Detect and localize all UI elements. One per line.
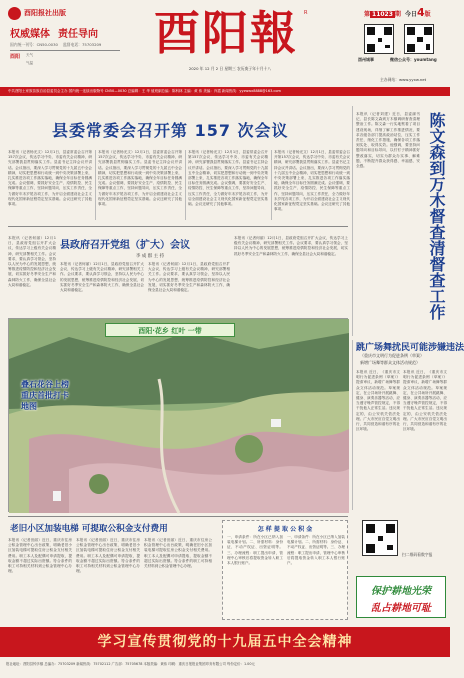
ribbon-text: 中共酉阳土家族苗族自治县委员会主办 国内统一连续出版物号 CN50—0030 总编辑：王 华 值班副总编：陈科林 主编：黄 伟 美编：肖霞 新闻热线：yyzwwx8888@163.com xyxy=(8,89,281,93)
column-rule xyxy=(352,106,353,336)
ad-line-2: 乱占耕地可耻 xyxy=(371,603,431,614)
lead-title: 县委常委会召开第 157 次会议 xyxy=(52,121,289,140)
elevator-body-col2: 本报讯（记者田丽）近日，重庆市住房公积金管理中心出台政策，明确老旧小区加装电梯可提取住房公积金支付相关费用。职工本人及配偶可申请提取，提取金额不超过实际出资额。符合条件的职工可持相关材料到公积金管理中心办理。 xyxy=(76,538,140,574)
column-rule xyxy=(352,340,353,510)
howto-title: 怎 样 提 取 公 积 金 xyxy=(257,526,313,533)
lead-body-col1: 本报讯（记者杨光文）12月1日，县委常委会召开第157次会议，传达学习中央、市委有关会议精神，研究部署我县贯彻落实工作。县委书记主持会议并讲话。会议指出，要深入学习贯彻党的十九届五中全会精神，切实把思想和行动统一到中央决策部署上来，扎实推进各项工作落实落地，确保全年目标任务圆满完成。会议强调，要抓好安全生产、疫情防控、民生保障等重点工作，坚持问题导向，压实工作责任，全力做好年末岁尾各项工作，为开启全面建设社会主义现代化国家新征程奠定坚实基础。会议还研究了其他事项。 xyxy=(8,150,92,207)
square-body-col1: 本报讯 近日，《重庆市文明行为促进条例（草案）》提请审议，新增广场舞等群众文体活动规范。草案规定，在公共场所开展跳舞、健身、演奏乐器等活动，应当遵守噪声管控规定，不得干扰他人正常生活。违反规定的，由公安机关依法处理。广大市民应自觉文明出行，共同营造和谐有序的社区环境。 xyxy=(356,370,400,432)
info-ribbon xyxy=(0,87,450,96)
square-subtitle-2: 新增广场舞等群众文体活动规范） xyxy=(360,360,420,365)
digital-edition-qr-icon xyxy=(362,520,398,556)
digital-edition-label: 扫二维码看数字报 xyxy=(402,552,433,557)
page-suffix: 版 xyxy=(424,11,431,18)
photo-caption: 叠石花谷上榜重庆首批打卡地图 xyxy=(21,380,69,411)
slogan-responsibility: 责任导向 xyxy=(58,29,98,40)
footer xyxy=(0,660,450,678)
issue-suffix: 期 xyxy=(394,11,401,18)
issue-box xyxy=(364,6,444,20)
elevator-body-col1: 本报讯（记者田丽）近日，重庆市住房公积金管理中心出台政策，明确老旧小区加装电梯可提取住房公积金支付相关费用。职工本人及配偶可申请提取，提取金额不超过实际出资额。符合条件的职工可持相关材料到公积金管理中心办理。 xyxy=(8,538,72,574)
ad-line-1: 保护耕地光荣 xyxy=(371,586,431,597)
study-banner xyxy=(0,627,450,657)
howto-body-col1: 一、申请条件：所在小区已纳入加装电梯计划。二、所需材料：身份证、不动产权证、出资证明等。三、办理流程：职工提出申请，管理中心审核后将提取资金转入职工本人银行账户。 xyxy=(227,535,283,566)
temp-line: 气温 xyxy=(26,61,33,65)
registered-mark: R xyxy=(304,10,308,16)
section-rule xyxy=(8,226,348,227)
column-rule xyxy=(95,150,96,220)
second-body-col4: 本报讯（记者何丽）12月1日，县政府党组召开扩大会议，传达学习上级有关会议精神，研究部署相关工作。会议要求，要认真学习领会，坚持以人民为中心的发展思想，统筹推进疫情防控和经济社会发展，切实抓好冬季安全生产和森林防火工作，确保全县社会大局和谐稳定。 xyxy=(234,236,348,256)
square-title: 跳广场舞扰民可能涉嫌违法 xyxy=(356,343,464,353)
weather-title: 酉阳 xyxy=(10,54,21,60)
slogan-authority: 权威媒体 xyxy=(10,29,50,40)
publisher-name: 酉阳报社出版 xyxy=(24,9,66,17)
lead-body-col3: 本报讯（记者杨光文）12月1日，县委常委会召开第157次会议，传达学习中央、市委有关会议精神，研究部署我县贯彻落实工作。县委书记主持会议并讲话。会议指出，要深入学习贯彻党的十九届五中全会精神，切实把思想和行动统一到中央决策部署上来，扎实推进各项工作落实落地，确保全年目标任务圆满完成。会议强调，要抓好安全生产、疫情防控、民生保障等重点工作，坚持问题导向，压实工作责任，全力做好年末岁尾各项工作，为开启全面建设社会主义现代化国家新征程奠定坚实基础。会议还研究了其他事项。 xyxy=(188,150,268,207)
wechat-qr-icon xyxy=(364,24,394,54)
lead-body-col2: 本报讯（记者杨光文）12月1日，县委常委会召开第157次会议，传达学习中央、市委有关会议精神，研究部署我县贯彻落实工作。县委书记主持会议并讲话。会议指出，要深入学习贯彻党的十九届五中全会精神，切实把思想和行动统一到中央决策部署上来，扎实推进各项工作落实落地，确保全年目标任务圆满完成。会议强调，要抓好安全生产、疫情防控、民生保障等重点工作，坚持问题导向，压实工作责任，全力做好年末岁尾各项工作，为开启全面建设社会主义现代化国家新征程奠定坚实基础。会议还研究了其他事项。 xyxy=(98,150,182,207)
issue-prefix: 第 xyxy=(364,11,371,18)
elevator-title: 老旧小区加装电梯 可提取公积金支付费用 xyxy=(10,524,168,534)
landscape-photo-image xyxy=(9,319,349,513)
column-rule xyxy=(185,150,186,220)
banner-text: 学习宣传贯彻党的十九届五中全会精神 xyxy=(97,634,353,650)
issue-number: 11023 xyxy=(372,11,393,18)
website-label: 主办网站：www.yyxw.net xyxy=(380,77,427,82)
howto-body-col2: 一、申请条件：所在小区已纳入加装电梯计划。二、所需材料：身份证、不动产权证、出资证明等。三、办理流程：职工提出申请，管理中心审核后将提取资金转入职工本人银行账户。 xyxy=(287,535,345,566)
header xyxy=(0,0,450,92)
elevator-body-col3: 本报讯（记者田丽）近日，重庆市住房公积金管理中心出台政策，明确老旧小区加装电梯可提取住房公积金支付相关费用。职工本人及配偶可申请提取，提取金额不超过实际出资额。符合条件的职工可持相关材料到公积金管理中心办理。 xyxy=(144,538,212,569)
official-qr-icon xyxy=(404,24,434,54)
page-prefix: 今日 xyxy=(405,11,418,18)
masthead-title: 酉阳報 xyxy=(154,6,298,60)
weather-line: 天气 xyxy=(26,53,33,57)
second-title: 县政府召开党组（扩大）会议 xyxy=(60,240,190,251)
farmland-ad xyxy=(356,576,446,618)
howto-box xyxy=(222,520,348,620)
section-rule xyxy=(8,516,348,517)
second-body-col1: 本报讯（记者何丽）12月1日，县政府党组召开扩大会议，传达学习上级有关会议精神，研究部署相关工作。会议要求，要认真学习领会，坚持以人民为中心的发展思想，统筹推进疫情防控和经济社会发展，切实抓好冬季安全生产和森林防火工作，确保全县社会大局和谐稳定。 xyxy=(8,236,56,287)
column-rule xyxy=(271,150,272,220)
second-body-col2: 本报讯（记者何丽）12月1日，县政府党组召开扩大会议，传达学习上级有关会议精神，研究部署相关工作。会议要求，要认真学习领会，坚持以人民为中心的发展思想，统筹推进疫情防控和经济社会发展，切实抓好冬季安全生产和森林防火工作，确保全县社会大局和谐稳定。 xyxy=(60,262,144,293)
square-subtitle-1: （重庆市文明行为促进条例（草案） xyxy=(360,353,424,358)
feature-photo xyxy=(8,318,348,512)
official-account-label: 微信公众号：youmtang xyxy=(390,57,437,62)
side-story-title: 陈文森到万木督查清督查工作 xyxy=(427,112,446,320)
page-number: 4 xyxy=(417,6,425,19)
cn-label: 国内统一刊号：CN50-0030 xyxy=(10,42,58,47)
second-body-col3: 本报讯（记者何丽）12月1日，县政府党组召开扩大会议，传达学习上级有关会议精神，研究部署相关工作。会议要求，要认真学习领会，坚持以人民为中心的发展思想，统筹推进疫情防控和经济社会发展，切实抓好冬季安全生产和森林防火工作，确保全县社会大局和谐稳定。 xyxy=(148,262,230,293)
header-small-rule xyxy=(10,50,120,51)
weather-box xyxy=(10,53,120,75)
wechat-label: 酉州城事 xyxy=(358,57,374,62)
photo-sign xyxy=(105,323,235,337)
date-line: 2020 年 12 月 2 日 星期三 农历庚子年十月十八 xyxy=(188,66,272,71)
footer-text: 报社地址：酉阳县钟多镇 总编办：75703209 新闻热线：75702112 广告部：75705678 本版责编：黄伟 印刷：重庆日报报业集团印务有限公司 每份定价：1.00元 xyxy=(6,662,255,666)
second-subtitle: 李 成 群 主 持 xyxy=(135,254,165,259)
square-body-col2: 本报讯 近日，《重庆市文明行为促进条例（草案）》提请审议，新增广场舞等群众文体活动规范。草案规定，在公共场所开展跳舞、健身、演奏乐器等活动，应当遵守噪声管控规定，不得干扰他人正常生活。违反规定的，由公安机关依法处理。广大市民应自觉文明出行，共同营造和谐有序的社区环境。 xyxy=(403,370,447,432)
publisher-logo-icon xyxy=(8,7,21,20)
lead-body-col4: 本报讯（记者杨光文）12月1日，县委常委会召开第157次会议，传达学习中央、市委有关会议精神，研究部署我县贯彻落实工作。县委书记主持会议并讲话。会议指出，要深入学习贯彻党的十九届五中全会精神，切实把思想和行动统一到中央决策部署上来，扎实推进各项工作落实落地，确保全年目标任务圆满完成。会议强调，要抓好安全生产、疫情防控、民生保障等重点工作，坚持问题导向，压实工作责任，全力做好年末岁尾各项工作，为开启全面建设社会主义现代化国家新征程奠定坚实基础。会议还研究了其他事项。 xyxy=(274,150,350,212)
photo-sign-text: 酉阳·花乡 红叶 一带 xyxy=(138,327,202,335)
side-story-body: 本报讯（记者刘建）近日，县委副书记、县长陈文森到万木镇调研督查清理整治工作。陈文森一行实地察看了项目建设现场，详细了解工作推进情况，要求各级各部门提高政治站位，压实工作责任，细化工作措施，确保各项工作落到实处、取得实效。他强调，要坚持问题导向和目标导向，以钉钉子精神抓好整改落实，切实为群众办实事、解难题，不断提升群众获得感、幸福感、安全感。 xyxy=(356,112,420,169)
supervise-label: 监督电话：75703209 xyxy=(63,42,102,47)
